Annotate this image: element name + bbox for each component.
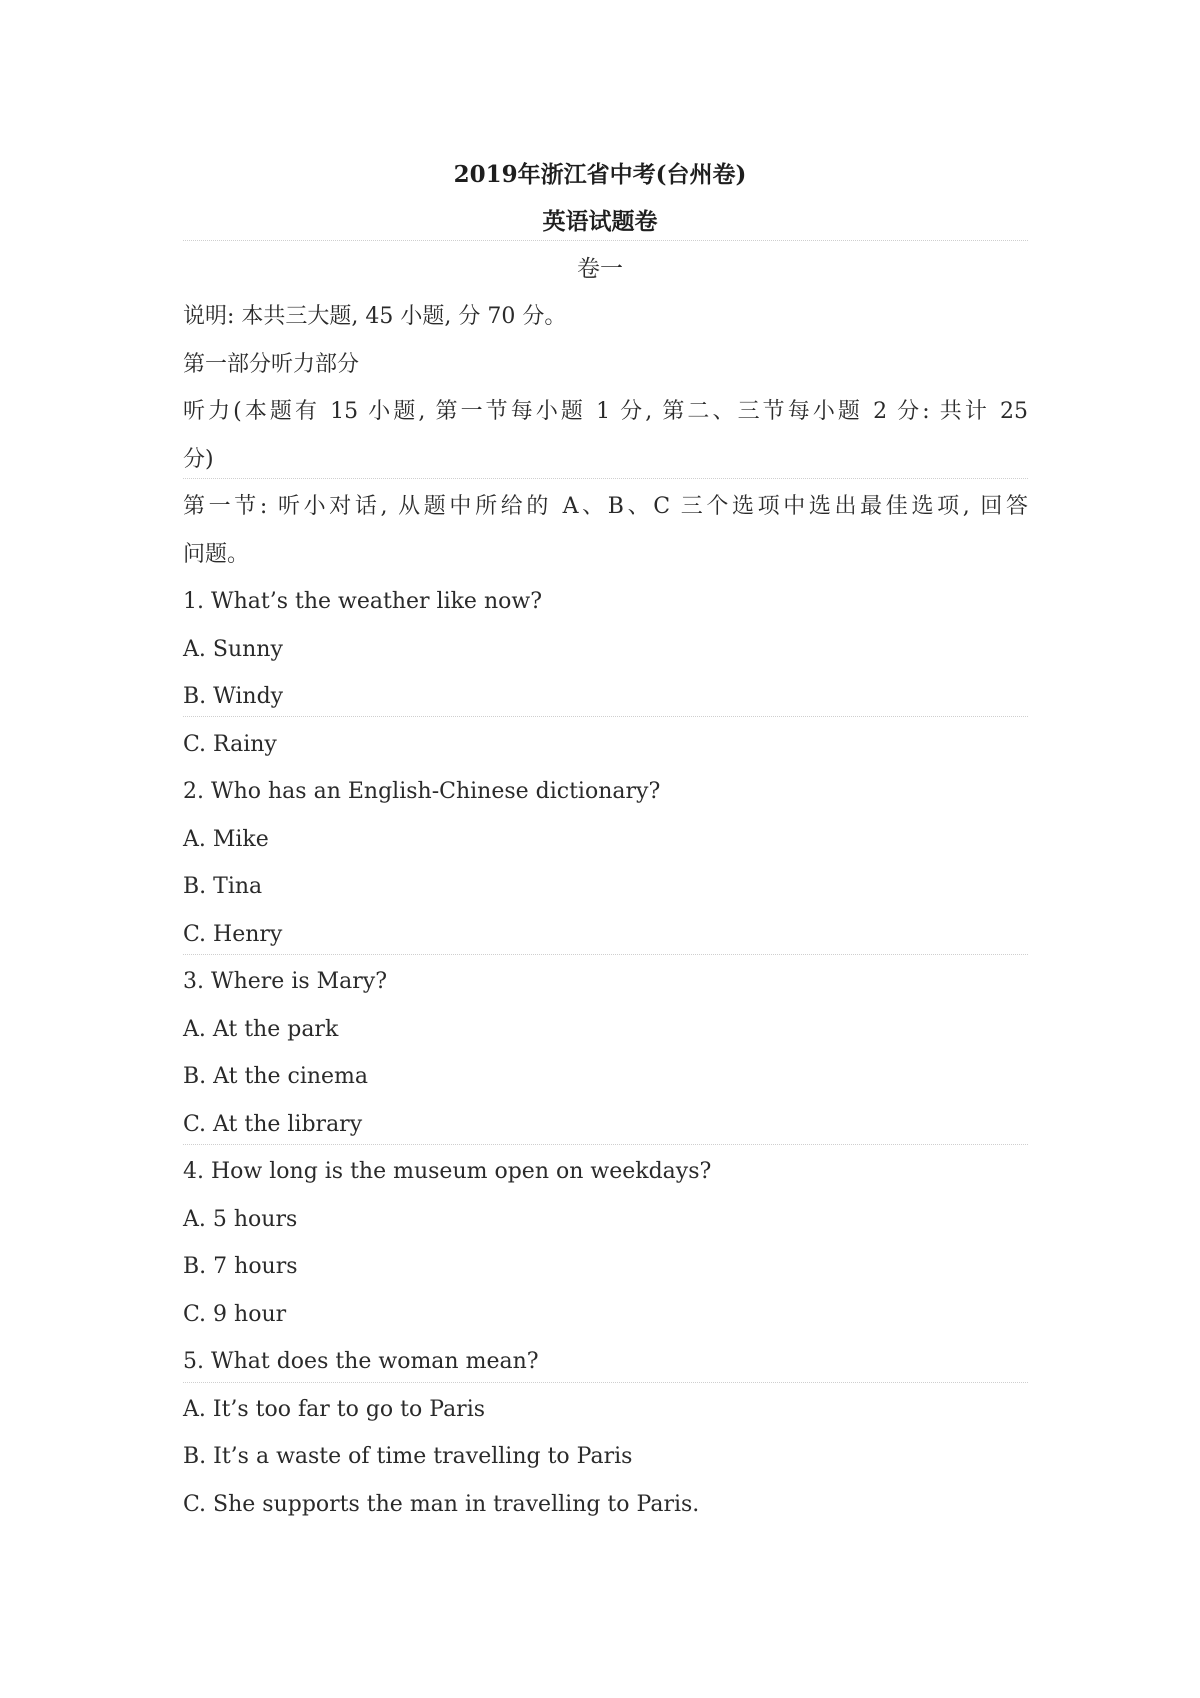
option-3b: B. At the cinema bbox=[183, 1064, 369, 1089]
question-2: 2. Who has an English-Chinese dictionary? bbox=[183, 779, 661, 804]
option-1b: B. Windy bbox=[183, 684, 284, 709]
section-instructions-line: 问题。 bbox=[183, 541, 250, 567]
exam-body bbox=[183, 293, 1028, 1528]
option-2b: B. Tina bbox=[183, 874, 263, 899]
option-2c: C. Henry bbox=[183, 921, 283, 947]
option-2a: A. Mike bbox=[183, 826, 269, 852]
question-1: 1. What’s the weather like now? bbox=[183, 589, 542, 614]
listening-instructions-line: 分) bbox=[183, 446, 214, 472]
option-4b: B. 7 hours bbox=[183, 1254, 298, 1279]
part-heading: 第一部分听力部分 bbox=[183, 351, 360, 377]
question-5: 5. What does the woman mean? bbox=[183, 1349, 539, 1374]
listening-instructions-line: 听力(本题有 15 小题, 第一节每小题 1 分, 第二、三节每小题 2 分: 共计 25 bbox=[183, 399, 1028, 424]
question-3: 3. Where is Mary? bbox=[183, 969, 388, 994]
option-5b: B. It’s a waste of time travelling to Paris bbox=[183, 1444, 633, 1469]
question-4: 4. How long is the museum open on weekdays? bbox=[183, 1159, 712, 1184]
option-3c: C. At the library bbox=[183, 1111, 363, 1137]
option-4a: A. 5 hours bbox=[183, 1206, 298, 1232]
section-heading: 卷一 bbox=[577, 256, 623, 282]
exam-subtitle: 英语试题卷 bbox=[542, 208, 658, 235]
option-1a: A. Sunny bbox=[183, 636, 283, 662]
option-1c: C. Rainy bbox=[183, 731, 277, 757]
option-5c: C. She supports the man in travelling to Paris. bbox=[183, 1491, 700, 1517]
divider bbox=[183, 240, 1028, 241]
instructions-line: 说明: 本共三大题, 45 小题, 分 70 分。 bbox=[183, 304, 567, 329]
option-5a: A. It’s too far to go to Paris bbox=[183, 1396, 486, 1422]
exam-title: 2019年浙江省中考(台州卷) bbox=[453, 161, 747, 188]
section-instructions-line: 第一节: 听小对话, 从题中所给的 A、B、C 三个选项中选出最佳选项, 回答 bbox=[183, 494, 1028, 519]
option-3a: A. At the park bbox=[183, 1016, 339, 1042]
option-4c: C. 9 hour bbox=[183, 1301, 287, 1327]
